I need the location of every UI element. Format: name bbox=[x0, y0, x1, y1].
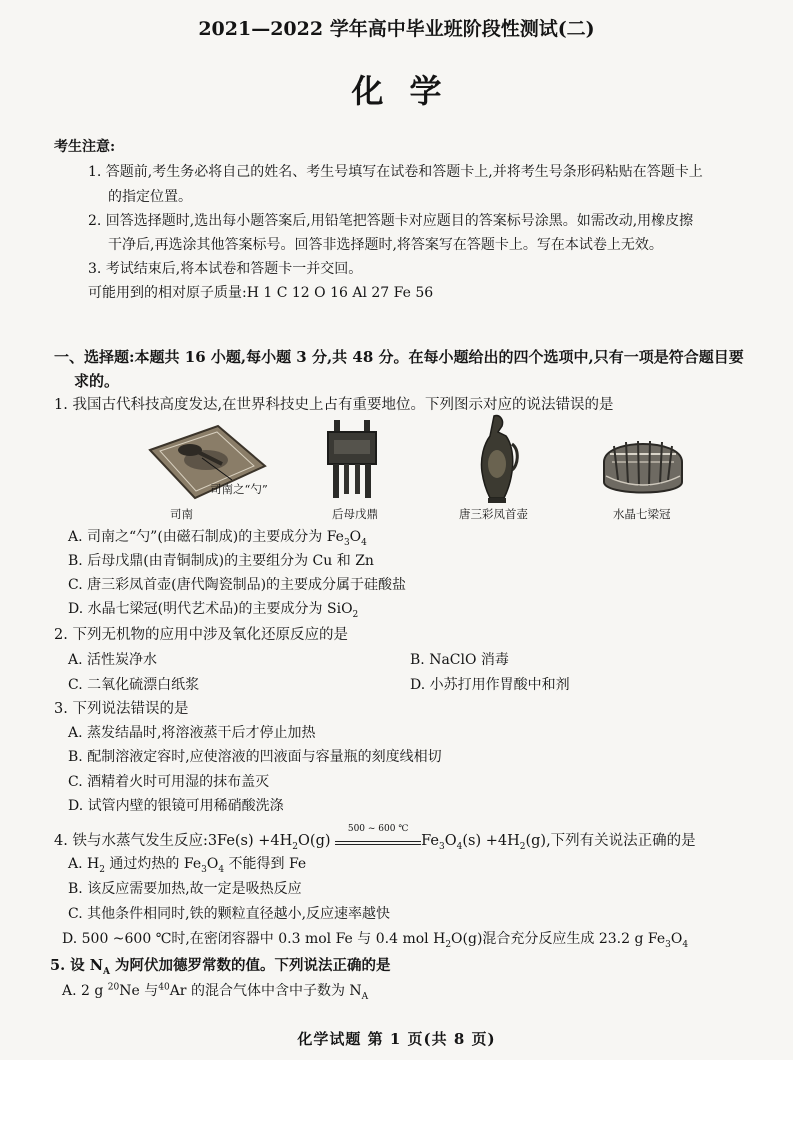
page-footer: 化学试题 第 1 页(共 8 页) bbox=[297, 1030, 496, 1048]
tang-sancai-ewer-icon bbox=[476, 414, 520, 504]
q3-option-a: A. 蒸发结晶时,将溶液蒸干后才停止加热 bbox=[68, 725, 316, 741]
notice-item-1-cont: 的指定位置。 bbox=[108, 189, 192, 205]
q1-option-c: C. 唐三彩凤首壶(唐代陶瓷制品)的主要成分属于硅酸盐 bbox=[68, 577, 407, 593]
q1-figure-2-caption: 后母戊鼎 bbox=[332, 507, 378, 521]
q3-stem: 3. 下列说法错误的是 bbox=[54, 701, 189, 717]
q5-option-a: A. 2 g $^{20}$Ne 与$^{40}$Ar 的混合气体中含中子数为 $N_A$ bbox=[62, 982, 369, 1002]
bronze-ding-icon bbox=[324, 418, 380, 504]
q1-option-a: A. 司南之“勺”(由磁石制成)的主要成分为 $Fe_3O_4$ bbox=[68, 529, 367, 548]
q2-option-d: D. 小苏打用作胃酸中和剂 bbox=[410, 677, 570, 693]
q4-stem: 4. 铁与水蒸气发生反应:3Fe(s) $+4H_2O(g)$ 500 ~ 600 ℃ $Fe_3O_4(s) +4H_2(g)$,下列有关说法正确的是 bbox=[54, 824, 696, 852]
q4-option-a: A. $H_2$ 通过灼热的 $Fe_3O_4$ 不能得到 Fe bbox=[68, 856, 307, 875]
q1-stem: 1. 我国古代科技高度发达,在世界科技史上占有重要地位。下列图示对应的说法错误的是 bbox=[54, 397, 614, 413]
subject-title: 化学 bbox=[351, 72, 468, 110]
q5-stem: 5. 设 $N_A$ 为阿伏加德罗常数的值。下列说法正确的是 bbox=[50, 957, 391, 977]
q1-figure-1-caption: 司南 bbox=[170, 507, 193, 521]
crystal-crown-icon bbox=[600, 432, 686, 498]
q1-figure-3-caption: 唐三彩凤首壶 bbox=[459, 507, 528, 521]
reaction-condition: 500 ~ 600 ℃ bbox=[347, 824, 409, 834]
q4-option-b: B. 该反应需要加热,故一定是吸热反应 bbox=[68, 881, 302, 897]
q1-option-b: B. 后母戊鼎(由青铜制成)的主要组分为 Cu 和 Zn bbox=[68, 553, 374, 569]
q3-option-c: C. 酒精着火时可用湿的抹布盖灭 bbox=[68, 774, 270, 790]
exam-title: 2021—2022 学年高中毕业班阶段性测试(二) bbox=[198, 18, 595, 40]
q2-stem: 2. 下列无机物的应用中涉及氧化还原反应的是 bbox=[54, 627, 348, 643]
q4-option-d: D. 500 ~600 ℃时,在密闭容器中 0.3 mol Fe 与 0.4 mol $H_2O(g)$混合充分反应生成 23.2 g $Fe_3O_4$ bbox=[62, 931, 689, 950]
bottom-margin bbox=[0, 1060, 793, 1122]
q2-option-b: B. NaClO 消毒 bbox=[410, 652, 509, 668]
section-heading: 一、选择题:本题共 16 小题,每小题 3 分,共 48 分。在每小题给出的四个选项中,只有一项是符合题目要 bbox=[54, 348, 744, 366]
notice-heading: 考生注意: bbox=[54, 139, 116, 155]
atomic-masses: 可能用到的相对原子质量:H 1 C 12 O 16 Al 27 Fe 56 bbox=[88, 285, 434, 301]
q4-option-c: C. 其他条件相同时,铁的颗粒直径越小,反应速率越快 bbox=[68, 906, 391, 922]
q2-option-c: C. 二氧化硫漂白纸浆 bbox=[68, 677, 200, 693]
q1-figure-4-caption: 水晶七梁冠 bbox=[613, 507, 671, 521]
q3-option-b: B. 配制溶液定容时,应使溶液的凹液面与容量瓶的刻度线相切 bbox=[68, 749, 442, 765]
q1-figure-1-inner-label: 司南之“勺” bbox=[210, 482, 268, 496]
q2-option-a: A. 活性炭净水 bbox=[68, 652, 158, 668]
notice-item-2: 2. 回答选择题时,选出每小题答案后,用铅笔把答题卡对应题目的答案标号涂黑。如需改动,用橡皮擦 bbox=[88, 213, 694, 229]
notice-item-3: 3. 考试结束后,将本试卷和答题卡一并交回。 bbox=[88, 261, 363, 277]
reaction-arrow bbox=[335, 824, 421, 848]
section-heading-cont: 求的。 bbox=[74, 372, 120, 390]
q1-option-d: D. 水晶七梁冠(明代艺术品)的主要成分为 SiO$_2$ bbox=[68, 601, 359, 620]
q3-option-d: D. 试管内壁的银镜可用稀硝酸洗涤 bbox=[68, 798, 284, 814]
notice-item-1: 1. 答题前,考生务必将自己的姓名、考生号填写在试卷和答题卡上,并将考生号条形码粘贴在答题卡上 bbox=[88, 164, 703, 180]
notice-item-2-cont: 干净后,再选涂其他答案标号。回答非选择题时,将答案写在答题卡上。写在本试卷上无效。 bbox=[108, 237, 663, 253]
